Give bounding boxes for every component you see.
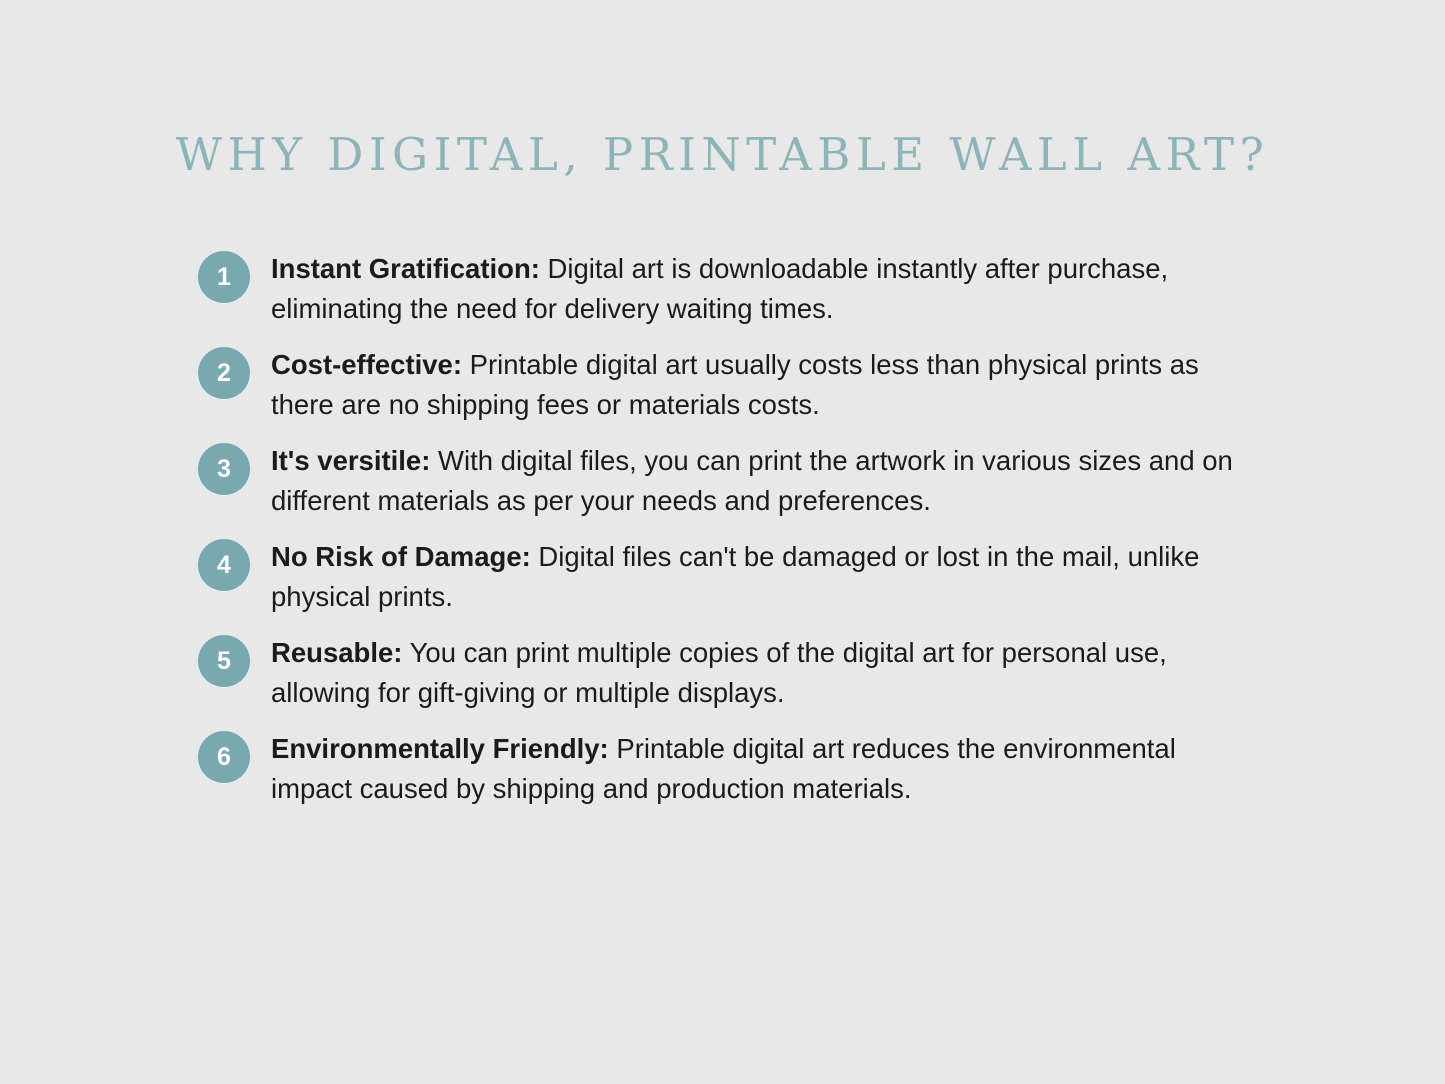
item-text: [271, 729, 1258, 809]
item-lead: Reusable:: [271, 637, 403, 668]
list-item: [198, 249, 1258, 329]
item-text: [271, 249, 1258, 329]
item-body: With digital files, you can print the artwork in various sizes and on different materials as per your needs and preferences.: [271, 445, 1233, 516]
item-body: You can print multiple copies of the digital art for personal use, allowing for gift-giving or multiple displays.: [271, 637, 1167, 708]
item-lead: It's versitile:: [271, 445, 431, 476]
item-text: [271, 537, 1258, 617]
list-item: [198, 537, 1258, 617]
item-number-badge: 2: [198, 347, 250, 399]
item-body: Digital files can't be damaged or lost in the mail, unlike physical prints.: [271, 541, 1200, 612]
list-item: [198, 441, 1258, 521]
item-body: Printable digital art reduces the environmental impact caused by shipping and production materials.: [271, 733, 1176, 804]
list-item: [198, 345, 1258, 425]
item-text: [271, 633, 1258, 713]
item-number-badge: 6: [198, 731, 250, 783]
item-body: Printable digital art usually costs less than physical prints as there are no shipping fees or materials costs.: [271, 349, 1199, 420]
item-number-badge: 4: [198, 539, 250, 591]
page-title: WHY DIGITAL, PRINTABLE WALL ART?: [175, 128, 1270, 181]
benefits-list: [198, 249, 1258, 825]
item-lead: No Risk of Damage:: [271, 541, 531, 572]
item-lead: Environmentally Friendly:: [271, 733, 609, 764]
item-number-badge: 1: [198, 251, 250, 303]
item-number-badge: 5: [198, 635, 250, 687]
item-text: [271, 441, 1258, 521]
item-lead: Cost-effective:: [271, 349, 463, 380]
item-number-badge: 3: [198, 443, 250, 495]
item-lead: Instant Gratification:: [271, 253, 540, 284]
item-body: Digital art is downloadable instantly after purchase, eliminating the need for delivery waiting times.: [271, 253, 1169, 324]
list-item: [198, 633, 1258, 713]
list-item: [198, 729, 1258, 809]
item-text: [271, 345, 1258, 425]
